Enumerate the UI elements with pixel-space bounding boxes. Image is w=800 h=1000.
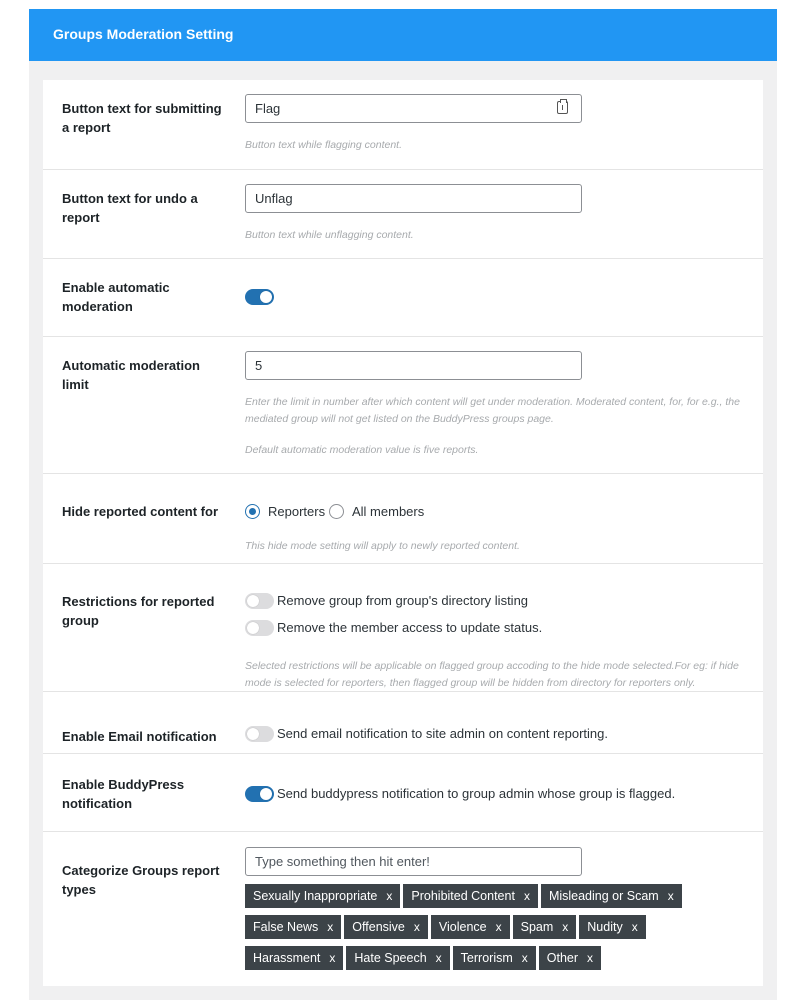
toggle-label: Remove group from group's directory listing [277, 593, 529, 608]
auto-moderation-toggle[interactable] [245, 289, 274, 305]
toggle-knob [260, 291, 272, 303]
buddypress-notification-toggle[interactable] [245, 786, 274, 802]
help-text-default: Default automatic moderation value is five reports. [245, 444, 479, 456]
report-type-input[interactable] [245, 847, 582, 876]
tag-label: False News [253, 920, 319, 934]
setting-row-auto-limit [43, 337, 763, 474]
email-notification-toggle[interactable] [245, 726, 274, 742]
radio-reporters[interactable] [245, 504, 260, 519]
tag-chip [245, 884, 400, 908]
tag-label: Terrorism [460, 951, 513, 965]
help-text: Button text while flagging content. [245, 139, 403, 151]
help-text: Selected restrictions will be applicable on flagged group accoding to the hide mode selected.For eg: if hide mode is selected for reporters, then flagged group will be hidden from directory for reporters only. [245, 660, 739, 689]
tag-chip [541, 884, 682, 908]
setting-label: Enable BuddyPress notification [62, 777, 185, 811]
settings-panel [29, 9, 777, 1000]
panel-header [29, 9, 777, 61]
toggle-knob [260, 788, 272, 800]
setting-label: Enable automatic moderation [62, 280, 170, 314]
setting-row-undo-text [43, 170, 763, 259]
tag-label: Hate Speech [354, 951, 427, 965]
remove-status-toggle[interactable] [245, 620, 274, 636]
tag-remove-icon[interactable]: x [329, 951, 336, 965]
toggle-label: Send email notification to site admin on content reporting. [277, 726, 608, 741]
tag-label: Harassment [253, 951, 321, 965]
tag-label: Offensive [352, 920, 405, 934]
tag-remove-icon[interactable]: x [523, 889, 530, 903]
submit-text-input[interactable] [245, 94, 582, 123]
setting-label: Categorize Groups report types [62, 863, 220, 897]
tag-remove-icon[interactable]: x [386, 889, 393, 903]
tag-chip [513, 915, 577, 939]
setting-row-buddypress-notification [43, 754, 763, 832]
setting-row-submit-text [43, 80, 763, 170]
toggle-knob [247, 622, 259, 634]
setting-row-auto-moderation [43, 259, 763, 337]
tag-label: Spam [520, 920, 554, 934]
undo-text-input[interactable] [245, 184, 582, 213]
tag-chip [431, 915, 510, 939]
page-title: Groups Moderation Setting [53, 26, 234, 42]
tag-label: Misleading or Scam [548, 889, 659, 903]
tag-remove-icon[interactable]: x [495, 920, 502, 934]
toggle-label: Send buddypress notification to group admin whose group is flagged. [277, 786, 676, 801]
setting-row-hide-content [43, 474, 763, 564]
radio-all-members[interactable] [329, 504, 344, 519]
tag-label: Sexually Inappropriate [253, 889, 378, 903]
setting-label: Enable Email notification [62, 729, 217, 744]
radio-label-all-members[interactable]: All members [352, 504, 425, 519]
tag-chip [344, 915, 428, 939]
tag-label: Other [546, 951, 579, 965]
help-text: Enter the limit in number after which content will get under moderation. Moderated content, for, for e.g., the mediated group will not get listed on the BuddyPress groups page. [245, 396, 740, 425]
clipboard-icon[interactable] [557, 101, 568, 114]
setting-label: Automatic moderation limit [62, 358, 200, 392]
tag-remove-icon[interactable]: x [327, 920, 334, 934]
setting-row-email-notification [43, 692, 763, 754]
setting-row-restrictions [43, 564, 763, 692]
tag-label: Nudity [587, 920, 623, 934]
tag-chip [539, 946, 601, 970]
tag-remove-icon[interactable]: x [521, 951, 528, 965]
toggle-knob [247, 595, 259, 607]
tag-chip [453, 946, 536, 970]
auto-limit-input[interactable] [245, 351, 582, 380]
tag-remove-icon[interactable]: x [631, 920, 638, 934]
tag-chip [245, 946, 343, 970]
setting-label: Restrictions for reported group [62, 594, 215, 628]
tag-chip [245, 915, 341, 939]
tag-chip [579, 915, 645, 939]
remove-directory-toggle[interactable] [245, 593, 274, 609]
tag-remove-icon[interactable]: x [413, 920, 420, 934]
setting-label: Hide reported content for [62, 504, 219, 519]
tag-remove-icon[interactable]: x [435, 951, 442, 965]
toggle-knob [247, 728, 259, 740]
tag-chip [403, 884, 538, 908]
settings-card [43, 80, 763, 986]
help-text: This hide mode setting will apply to newly reported content. [245, 540, 520, 552]
toggle-label: Remove the member access to update status. [277, 620, 543, 635]
tag-label: Prohibited Content [411, 889, 515, 903]
tag-label: Violence [438, 920, 487, 934]
help-text: Button text while unflagging content. [245, 229, 414, 241]
tag-remove-icon[interactable]: x [667, 889, 674, 903]
setting-row-report-types [43, 832, 763, 986]
tag-chip [346, 946, 449, 970]
setting-label: Button text for undo a report [62, 191, 198, 225]
radio-label-reporters[interactable]: Reporters [268, 504, 326, 519]
tag-remove-icon[interactable]: x [562, 920, 569, 934]
setting-label: Button text for submitting a report [62, 101, 222, 135]
tag-remove-icon[interactable]: x [587, 951, 594, 965]
tag-list [245, 884, 745, 977]
